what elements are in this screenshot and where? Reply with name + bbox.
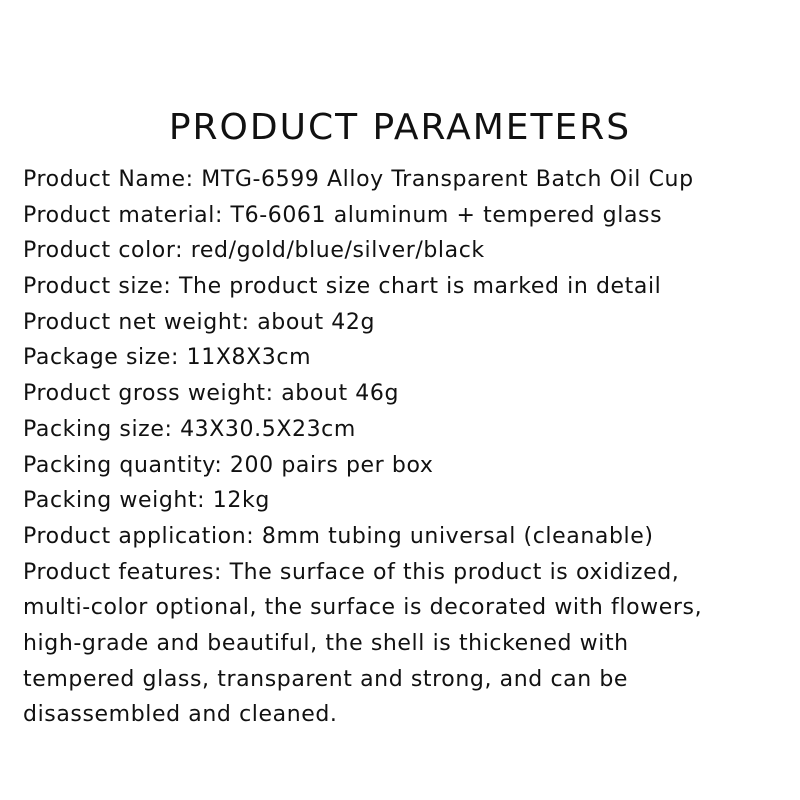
param-gross-weight: Product gross weight: about 46g [23, 381, 400, 407]
param-product-features: Product features: The surface of this product is oxidized, [23, 559, 680, 585]
param-net-weight: Product net weight: about 42g [23, 309, 376, 335]
page-title: PRODUCT PARAMETERS [168, 107, 632, 149]
param-product-size: Product size: The product size chart is marked in detail [23, 274, 662, 300]
param-features-continued: tempered glass, transparent and strong, and can be [23, 666, 629, 692]
param-features-continued: multi-color optional, the surface is decorated with flowers, [23, 595, 703, 621]
parameter-list [23, 162, 793, 733]
param-product-name: Product Name: MTG-6599 Alloy Transparent Batch Oil Cup [23, 167, 694, 192]
param-packing-weight: Packing weight: 12kg [23, 488, 270, 514]
param-features-continued: disassembled and cleaned. [23, 702, 338, 728]
param-packing-size: Packing size: 43X30.5X23cm [23, 416, 356, 442]
param-product-material: Product material: T6-6061 aluminum + tempered glass [23, 202, 663, 228]
param-package-size: Package size: 11X8X3cm [23, 345, 312, 371]
param-product-color: Product color: red/gold/blue/silver/black [23, 238, 485, 264]
param-product-application: Product application: 8mm tubing universal (cleanable) [23, 523, 654, 549]
param-packing-quantity: Packing quantity: 200 pairs per box [23, 452, 434, 478]
param-features-continued: high-grade and beautiful, the shell is thickened with [23, 630, 629, 656]
